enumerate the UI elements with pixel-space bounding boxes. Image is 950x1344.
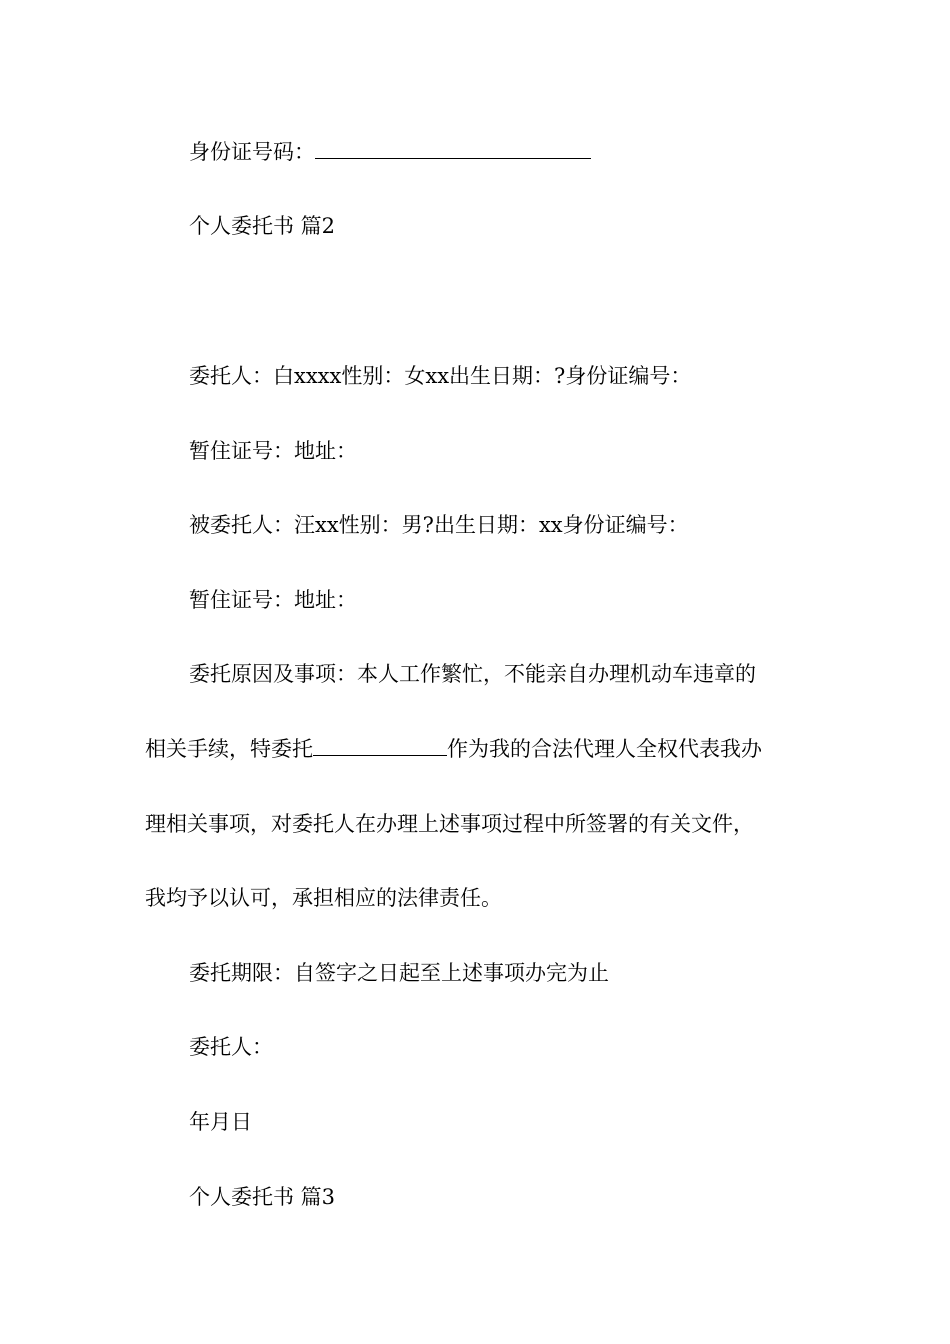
section-2-heading: 个人委托书 篇2 bbox=[189, 214, 336, 238]
reason-line-2-end: 作为我的合法代理人全权代表我办 bbox=[447, 737, 762, 761]
reason-paragraph-line-1: 委托原因及事项：本人工作繁忙，不能亲自办理机动车违章的 bbox=[189, 662, 756, 686]
reason-paragraph-line-3: 理相关事项，对委托人在办理上述事项过程中所签署的有关文件， bbox=[145, 812, 754, 836]
agent-name-blank bbox=[313, 735, 447, 756]
signature-label: 委托人： bbox=[189, 1035, 273, 1059]
reason-paragraph-line-4: 我均予以认可，承担相应的法律责任。 bbox=[145, 886, 502, 910]
principal-info-line: 委托人：白xxxx性别：女xx出生日期：?身份证编号： bbox=[189, 364, 692, 388]
id-number-blank bbox=[315, 138, 591, 159]
agent-info-line: 被委托人：汪xx性别：男?出生日期：xx身份证编号： bbox=[189, 513, 689, 537]
section-3-heading: 个人委托书 篇3 bbox=[189, 1185, 336, 1209]
term-line: 委托期限：自签字之日起至上述事项办完为止 bbox=[189, 961, 609, 985]
principal-residence-line: 暂住证号：地址： bbox=[189, 439, 357, 463]
id-number-line bbox=[189, 138, 591, 166]
date-label: 年月日 bbox=[189, 1110, 252, 1134]
agent-residence-line: 暂住证号：地址： bbox=[189, 588, 357, 612]
id-number-label: 身份证号码： bbox=[189, 140, 315, 164]
reason-paragraph-line-2 bbox=[145, 735, 762, 763]
reason-line-2-start: 相关手续，特委托 bbox=[145, 737, 313, 761]
